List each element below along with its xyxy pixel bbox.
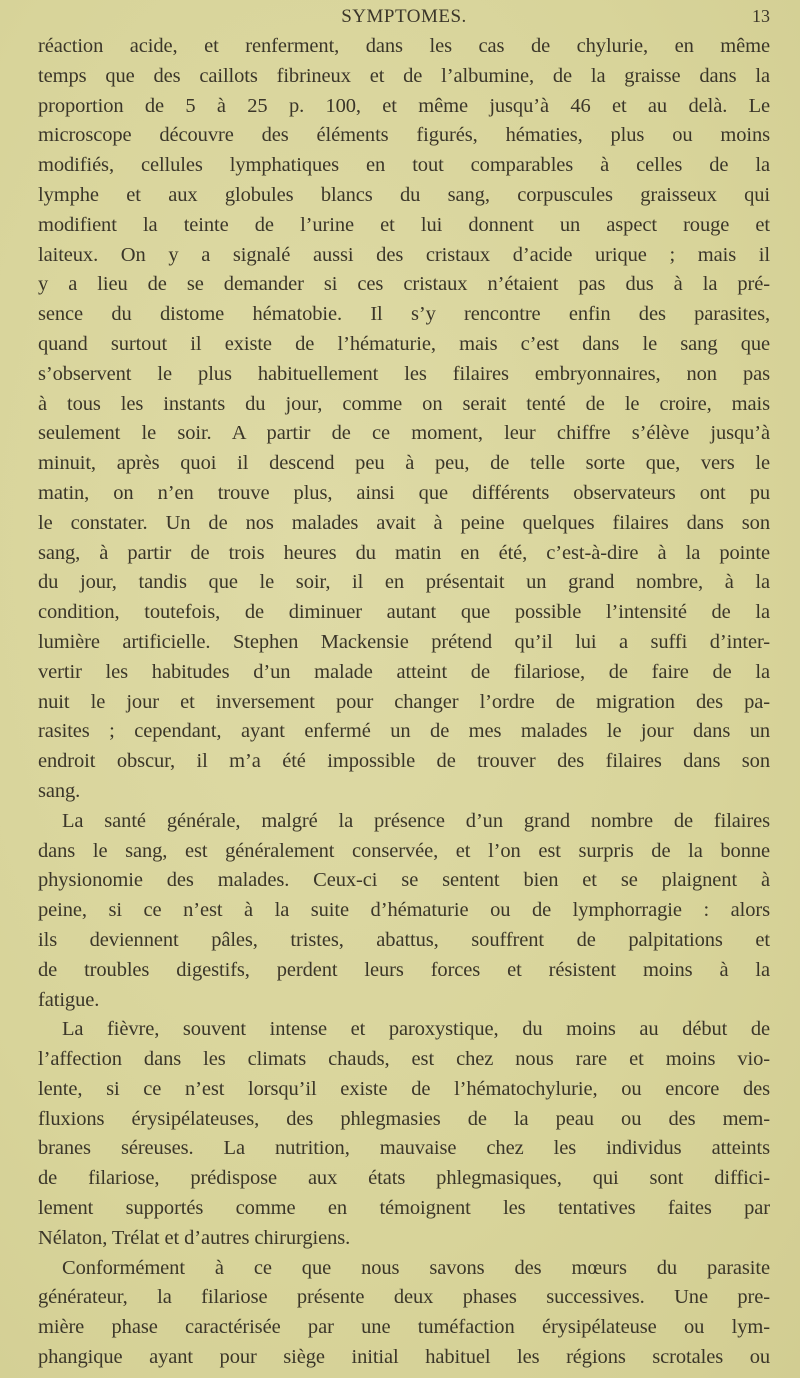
text-line: Nélaton, Trélat et d’autres chirurgiens.	[38, 1226, 351, 1249]
text-line: La santé générale, malgré la présence d’un grand nombre de filaires	[62, 809, 770, 832]
text-line: temps que des caillots fibrineux et de l’albumine, de la graisse dans la	[38, 64, 770, 87]
text-line: générateur, la filariose présente deux phases successives. Une pre-	[38, 1286, 770, 1309]
text-line: mière phase caractérisée par une tuméfaction érysipélateuse ou lym-	[38, 1316, 770, 1339]
text-line: à tous les instants du jour, comme on serait tenté de le croire, mais	[38, 392, 770, 415]
text-line: phangique ayant pour siège initial habituel les régions scrotales ou	[38, 1346, 770, 1369]
text-line: fluxions érysipélateuses, des phlegmasies de la peau ou des mem-	[38, 1107, 770, 1130]
text-line: endroit obscur, il m’a été impossible de trouver des filaires dans son	[38, 750, 770, 773]
text-line: l’affection dans les climats chauds, est chez nous rare et moins vio-	[38, 1048, 770, 1071]
text-line: vertir les habitudes d’un malade atteint de filariose, de faire de la	[38, 660, 770, 683]
text-line: condition, toutefois, de diminuer autant que possible l’intensité de la	[38, 601, 770, 624]
text-line: matin, on n’en trouve plus, ainsi que différents observateurs ont pu	[38, 481, 770, 504]
paragraph	[38, 807, 770, 1016]
text-line: seulement le soir. A partir de ce moment, leur chiffre s’élève jusqu’à	[38, 422, 770, 445]
running-header	[38, 4, 770, 32]
paragraph	[38, 32, 770, 807]
text-line: lumière artificielle. Stephen Mackensie prétend qu’il lui a suffi d’inter-	[38, 630, 770, 653]
text-line: ils deviennent pâles, tristes, abattus, souffrent de palpitations et	[38, 928, 770, 951]
text-line: laiteux. On y a signalé aussi des cristaux d’acide urique ; mais il	[38, 243, 770, 266]
text-line: modifiés, cellules lymphatiques en tout comparables à celles de la	[38, 154, 770, 177]
text-line: quand surtout il existe de l’hématurie, mais c’est dans le sang que	[38, 332, 770, 355]
text-line: fatigue.	[38, 988, 100, 1011]
text-line: du jour, tandis que le soir, il en présentait un grand nombre, à la	[38, 571, 770, 594]
running-title: SYMPTOMES.	[341, 6, 467, 27]
paragraph	[38, 1254, 770, 1373]
text-line: lente, si ce n’est lorsqu’il existe de l’hématochylurie, ou encore des	[38, 1077, 770, 1100]
text-line: le constater. Un de nos malades avait à peine quelques filaires dans son	[38, 511, 770, 534]
text-line: proportion de 5 à 25 p. 100, et même jusqu’à 46 et au delà. Le	[38, 94, 770, 117]
text-line: peine, si ce n’est à la suite d’hématurie ou de lymphorragie : alors	[38, 899, 770, 922]
text-line: nuit le jour et inversement pour changer l’ordre de migration des pa-	[38, 690, 770, 713]
body-text	[38, 32, 770, 1373]
page-number: 13	[752, 6, 770, 26]
text-line: branes séreuses. La nutrition, mauvaise chez les individus atteints	[38, 1137, 770, 1160]
text-line: y a lieu de se demander si ces cristaux n’étaient pas dus à la pré-	[38, 273, 770, 296]
paragraph	[38, 1015, 770, 1253]
text-line: physionomie des malades. Ceux-ci se sentent bien et se plaignent à	[38, 869, 770, 892]
text-line: s’observent le plus habituellement les filaires embryonnaires, non pas	[38, 362, 770, 385]
text-line: lement supportés comme en témoignent les tentatives faites par	[38, 1197, 770, 1220]
text-line: modifient la teinte de l’urine et lui donnent un aspect rouge et	[38, 213, 770, 236]
text-line: minuit, après quoi il descend peu à peu, de telle sorte que, vers le	[38, 452, 770, 475]
text-line: sence du distome hématobie. Il s’y rencontre enfin des parasites,	[38, 303, 770, 326]
text-line: sang, à partir de trois heures du matin en été, c’est-à-dire à la pointe	[38, 541, 770, 564]
text-line: sang.	[38, 779, 81, 802]
text-line: microscope découvre des éléments figurés, hématies, plus ou moins	[38, 124, 770, 147]
text-line: La fièvre, souvent intense et paroxystique, du moins au début de	[62, 1018, 770, 1041]
text-line: de filariose, prédispose aux états phlegmasiques, qui sont diffici-	[38, 1167, 770, 1190]
text-line: rasites ; cependant, ayant enfermé un de mes malades le jour dans un	[38, 720, 770, 743]
text-line: réaction acide, et renferment, dans les cas de chylurie, en même	[38, 35, 770, 57]
text-line: de troubles digestifs, perdent leurs forces et résistent moins à la	[38, 958, 770, 981]
text-line: dans le sang, est généralement conservée, et l’on est surpris de la bonne	[38, 839, 770, 862]
text-line: Conformément à ce que nous savons des mœurs du parasite	[62, 1256, 770, 1279]
text-line: lymphe et aux globules blancs du sang, corpuscules graisseux qui	[38, 183, 770, 206]
